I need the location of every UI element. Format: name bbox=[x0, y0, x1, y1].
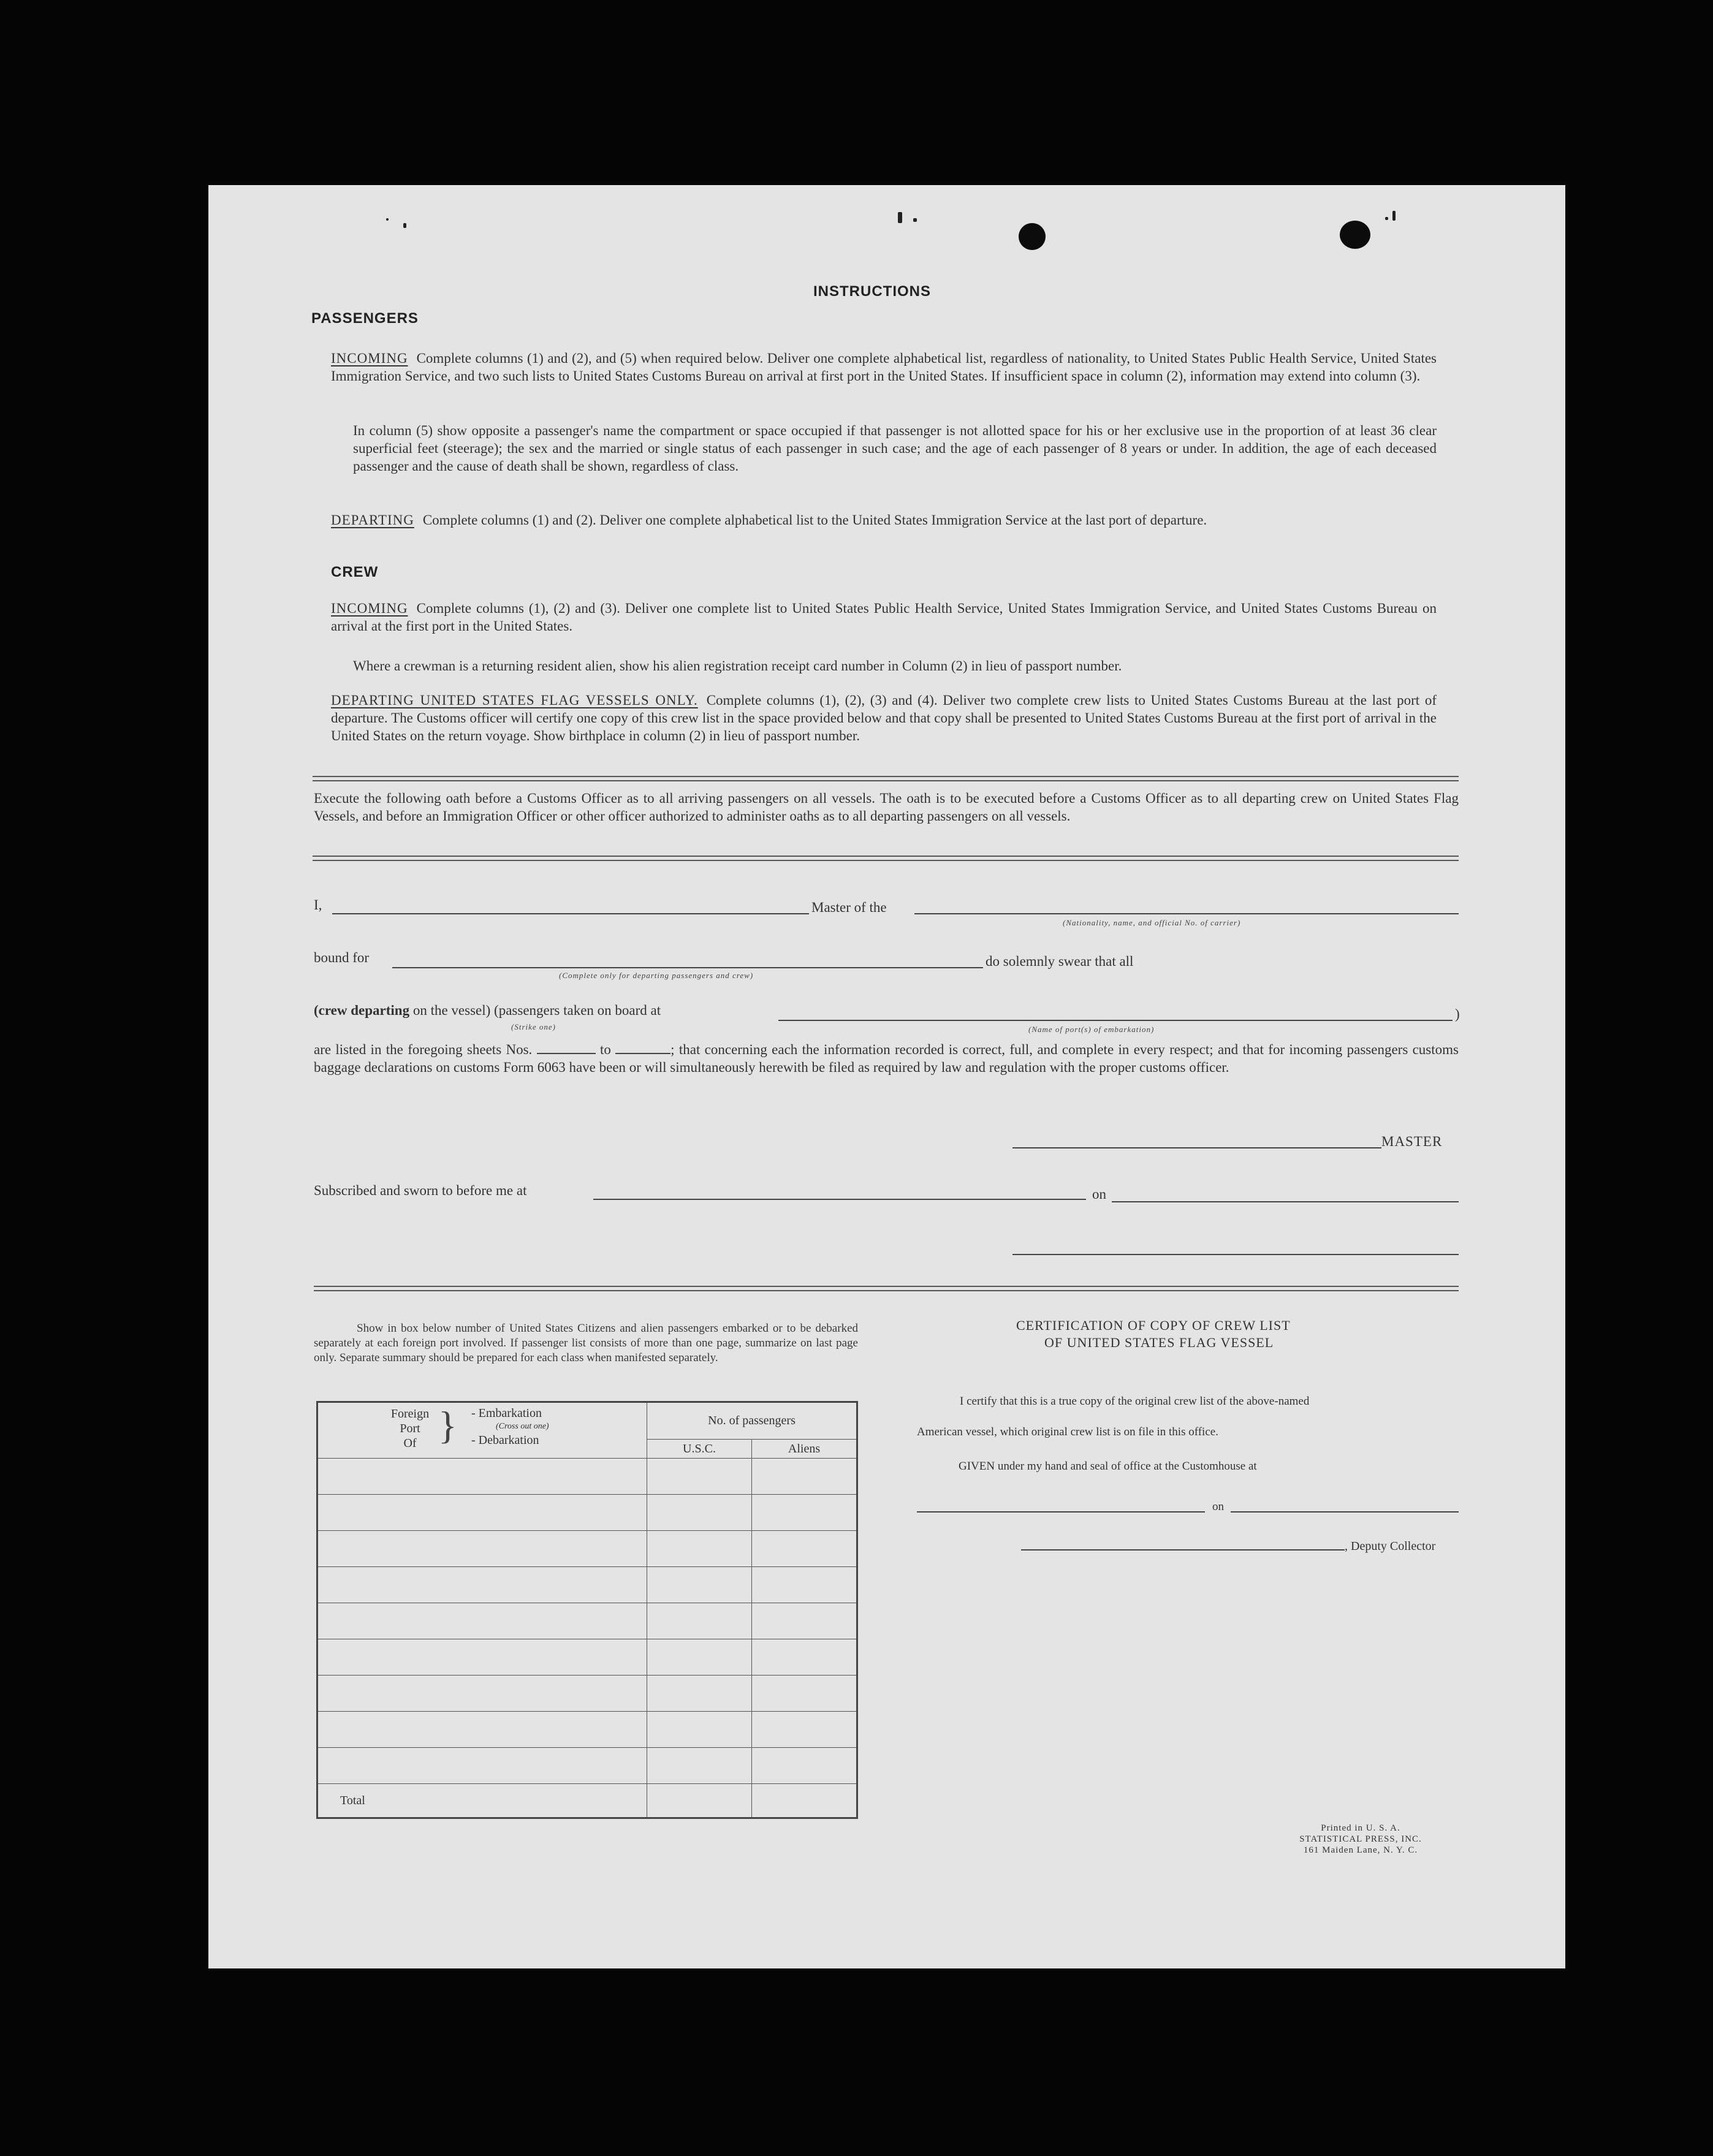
mark-speck bbox=[386, 218, 389, 221]
aliens-header: Aliens bbox=[752, 1440, 857, 1459]
mark-speck bbox=[1385, 217, 1388, 220]
bound-for-caption: (Complete only for departing passengers and crew) bbox=[559, 971, 754, 980]
to-label: to bbox=[599, 1042, 611, 1057]
printer-line-1: Printed in U. S. A. bbox=[1321, 1823, 1400, 1833]
crew-incoming-text: Complete columns (1), (2) and (3). Deliver one complete list to United States Public Health Service, United States Immigration Service, and United States Customs Bureau on arrival at the first port in the United States. bbox=[331, 601, 1437, 634]
listed-text-1: are listed in the foregoing sheets Nos. bbox=[314, 1042, 533, 1057]
sheet-from-field[interactable] bbox=[537, 1053, 596, 1054]
certification-title-1: CERTIFICATION OF COPY OF CREW LIST bbox=[1016, 1318, 1291, 1333]
certification-title-2: OF UNITED STATES FLAG VESSEL bbox=[1044, 1335, 1274, 1350]
passengers-incoming-paragraph bbox=[331, 349, 1437, 385]
subscribed-label: Subscribed and sworn to before me at bbox=[314, 1183, 527, 1198]
mark-speck bbox=[898, 212, 902, 223]
summary-instruction: Show in box below number of United States Citizens and alien passengers embarked or to be debarked separately at each foreign port involved. If passenger list consists of more than one page, summarize on last page only. Separate summary should be prepared for each class when manifested separately. bbox=[314, 1322, 858, 1364]
table-row[interactable] bbox=[317, 1459, 857, 1495]
master-of-the-label: Master of the bbox=[811, 900, 887, 915]
close-paren: ) bbox=[1455, 1006, 1460, 1022]
crew-departing-paragraph bbox=[331, 691, 1437, 745]
deputy-signature-field[interactable] bbox=[1021, 1549, 1345, 1551]
certify-line-2: American vessel, which original crew list is on file in this office. bbox=[917, 1425, 1218, 1438]
column5-paragraph: In column (5) show opposite a passenger's name the compartment or space occupied if that passenger is not allotted space for his or her exclusive use in the proportion of at least 36 clear superficial feet (steerage); the sex and the married or single status of each passenger in such case; and the age of each passenger of 8 years or under. In addition, the age of each deceased passenger and the cause of death shall be shown, regardless of class. bbox=[353, 423, 1437, 474]
listed-text-2: ; that concerning each the information recorded is correct, full, and complete in every respect; and that for incoming passengers customs baggage declarations on customs Form 6063 have been or will simultaneously herewith be filed as required by law and regulation with the proper customs officer. bbox=[314, 1042, 1459, 1075]
crew-incoming-label: INCOMING bbox=[331, 601, 408, 616]
passengers-heading: PASSENGERS bbox=[311, 310, 419, 327]
crewman-paragraph: Where a crewman is a returning resident alien, show his alien registration receipt card number in Column (2) in lieu of passport number. bbox=[353, 658, 1122, 674]
passengers-departing-paragraph bbox=[331, 511, 1437, 529]
sheet-to-field[interactable] bbox=[615, 1053, 670, 1054]
table-row[interactable] bbox=[317, 1676, 857, 1712]
listed-paragraph bbox=[314, 1041, 1459, 1076]
departing-label: DEPARTING bbox=[331, 512, 414, 528]
crew-heading: CREW bbox=[331, 564, 379, 580]
document-page bbox=[208, 185, 1565, 1968]
table-row[interactable] bbox=[317, 1639, 857, 1676]
crew-departing-text bbox=[314, 1003, 661, 1019]
carrier-field[interactable] bbox=[914, 913, 1459, 914]
departing-text: Complete columns (1) and (2). Deliver one complete alphabetical list to the United States Immigration Service at the last port of departure. bbox=[422, 512, 1207, 528]
table-row[interactable] bbox=[317, 1531, 857, 1567]
mark-speck bbox=[913, 218, 917, 222]
bound-for-label: bound for bbox=[314, 950, 370, 965]
oath-instruction: Execute the following oath before a Customs Officer as to all arriving passengers on all vessels. The oath is to be executed before a Customs Officer as to all departing crew on United States Flag Vessels, and before an Immigration Officer or other officer authorized to administer oaths as to all departing passengers on all vessels. bbox=[314, 791, 1459, 824]
brace-icon: } bbox=[438, 1403, 457, 1447]
usc-header: U.S.C. bbox=[647, 1440, 752, 1459]
punch-hole bbox=[1019, 223, 1046, 250]
subscribed-date-field[interactable] bbox=[1112, 1201, 1459, 1202]
total-label: Total bbox=[317, 1784, 647, 1818]
bound-for-field[interactable] bbox=[392, 967, 983, 968]
passengers-taken-text: (passengers taken on board at bbox=[494, 1003, 661, 1018]
master-label: MASTER bbox=[1381, 1134, 1443, 1149]
given-line: GIVEN under my hand and seal of office at the Customhouse at bbox=[959, 1460, 1257, 1473]
punch-hole bbox=[1340, 221, 1370, 249]
embarkation-label[interactable]: - Embarkation bbox=[471, 1406, 542, 1420]
deputy-collector-label: , Deputy Collector bbox=[1345, 1539, 1436, 1553]
port-caption: (Name of port(s) of embarkation) bbox=[1028, 1025, 1155, 1034]
incoming-text: Complete columns (1) and (2), and (5) when required below. Deliver one complete alphabetical list, regardless of nationality, to United States Public Health Service, United States Immigration Service, and two such lists to United States Customs Bureau on arrival at first port in the United States. If insufficient space in column (2), information may extend into column (3). bbox=[331, 351, 1437, 384]
customhouse-field[interactable] bbox=[917, 1511, 1205, 1513]
subscribed-on-label: on bbox=[1092, 1186, 1106, 1202]
printer-imprint bbox=[1263, 1823, 1459, 1856]
table-row[interactable] bbox=[317, 1567, 857, 1603]
divider bbox=[313, 776, 1459, 781]
printer-line-2: STATISTICAL PRESS, INC. bbox=[1299, 1834, 1422, 1844]
passenger-summary-table bbox=[316, 1401, 858, 1819]
table-row[interactable] bbox=[317, 1495, 857, 1531]
departing-flag-text: Complete columns (1), (2), (3) and (4). Deliver two complete crew lists to United States Customs Bureau at the last port of departure. The Customs officer will certify one copy of this crew list in the space provided below and that copy shall be presented to United States Customs Bureau at the first port of arrival in the United States on the return voyage. Show birthplace in column (2) in lieu of passport number. bbox=[331, 693, 1437, 743]
table-row[interactable] bbox=[317, 1603, 857, 1639]
certification-date-field[interactable] bbox=[1231, 1511, 1459, 1513]
certification-on-label: on bbox=[1212, 1500, 1224, 1513]
swear-text: do solemnly swear that all bbox=[986, 954, 1134, 969]
foreign-label: Foreign bbox=[390, 1407, 430, 1421]
crew-incoming-paragraph bbox=[331, 599, 1437, 635]
carrier-caption: (Nationality, name, and official No. of carrier) bbox=[1063, 918, 1241, 927]
officer-signature-field[interactable] bbox=[1012, 1254, 1459, 1255]
foreign-port-header bbox=[317, 1402, 647, 1459]
strike-one-caption: (Strike one) bbox=[511, 1022, 556, 1031]
divider bbox=[313, 856, 1459, 861]
no-passengers-header: No. of passengers bbox=[647, 1402, 857, 1440]
mark-speck bbox=[1392, 211, 1396, 221]
page-title: INSTRUCTIONS bbox=[813, 283, 931, 300]
crew-departing-strong: (crew departing bbox=[314, 1003, 410, 1018]
incoming-label: INCOMING bbox=[331, 351, 408, 366]
certify-line-1: I certify that this is a true copy of the original crew list of the above-named bbox=[960, 1395, 1310, 1408]
mark-speck bbox=[403, 223, 406, 228]
embarkation-port-field[interactable] bbox=[778, 1020, 1453, 1021]
on-the-vessel-text: on the vessel) bbox=[412, 1003, 491, 1018]
printer-line-3: 161 Maiden Lane, N. Y. C. bbox=[1303, 1845, 1418, 1855]
of-label: Of bbox=[403, 1437, 417, 1450]
port-label: Port bbox=[400, 1422, 420, 1435]
oath-i-label: I, bbox=[314, 897, 322, 913]
table-row[interactable] bbox=[317, 1712, 857, 1748]
table-row[interactable] bbox=[317, 1748, 857, 1784]
divider bbox=[314, 1286, 1459, 1291]
master-signature-field[interactable] bbox=[1012, 1147, 1381, 1148]
total-row[interactable] bbox=[317, 1784, 857, 1818]
debarkation-label[interactable]: - Debarkation bbox=[471, 1433, 539, 1447]
departing-flag-label: DEPARTING UNITED STATES FLAG VESSELS ONLY. bbox=[331, 693, 698, 708]
master-name-field[interactable] bbox=[332, 913, 809, 914]
subscribed-place-field[interactable] bbox=[593, 1199, 1086, 1200]
cross-out-caption: (Cross out one) bbox=[496, 1422, 549, 1431]
